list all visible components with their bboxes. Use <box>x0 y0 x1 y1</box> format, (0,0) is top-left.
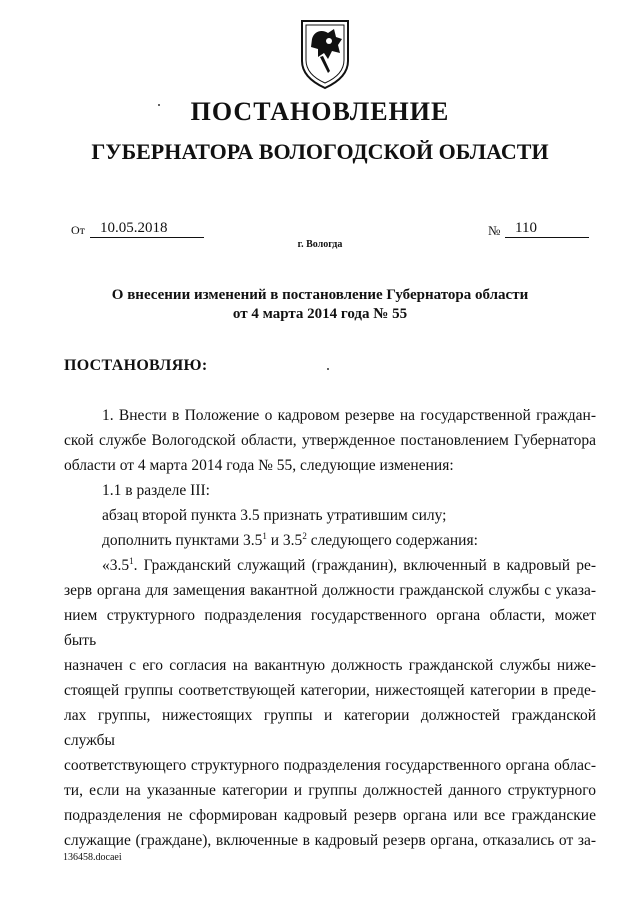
body-line <box>64 553 596 578</box>
subject-line: от 4 марта 2014 года № 55 <box>232 306 408 322</box>
body-line: нием структурного подразделения государственного органа области, может быть <box>64 607 596 649</box>
text-span: . Гражданский служащий (гражданин), включенный в кадровый ре- <box>133 557 596 574</box>
body-line: соответствующего структурного подразделения государственного органа облас- <box>64 757 596 774</box>
body-line: 1. Внести в Положение о кадровом резерве на государственной граждан- <box>102 407 596 424</box>
city: г. Вологда <box>297 239 343 250</box>
document-title: ПОСТАНОВЛЕНИЕ <box>190 97 450 126</box>
date-prefix: От <box>71 223 85 237</box>
body-line: служащие (граждане), включенные в кадровый резерв органа, отказались от за- <box>64 832 596 849</box>
text-span: «3.5 <box>102 557 130 574</box>
body-line: ти, если на указанные категории и группы должностей данного структурного <box>64 782 596 799</box>
scan-speck <box>327 368 329 370</box>
body-line: ской службе Вологодской области, утвержденное постановлением Губернатора <box>64 432 596 449</box>
scan-speck <box>158 104 160 106</box>
body-line: подразделения не сформирован кадровый резерв органа или все гражданские <box>64 807 596 824</box>
superscript: 2 <box>302 531 307 541</box>
body-line: лах группы, нижестоящих группы и категории должностей гражданской службы <box>64 707 596 749</box>
text-span: и 3.5 <box>266 532 303 549</box>
document-authority: ГУБЕРНАТОРА ВОЛОГОДСКОЙ ОБЛАСТИ <box>91 139 549 164</box>
superscript: 1 <box>262 531 267 541</box>
number-label: № <box>488 223 501 238</box>
subject-line: О внесении изменений в постановление Губернатора области <box>111 287 529 303</box>
body-line: стоящей группы соответствующей категории, нижестоящей категории в преде- <box>64 682 596 699</box>
document-number: 110 <box>505 219 589 238</box>
body-line: области от 4 марта 2014 года № 55, следующие изменения: <box>64 457 454 474</box>
text-span: дополнить пунктами 3.5 <box>102 532 263 549</box>
body-line: абзац второй пункта 3.5 признать утратившим силу; <box>102 507 447 524</box>
superscript: 1 <box>129 556 134 566</box>
body-line: назначен с его согласия на вакантную должность гражданской службы ниже- <box>64 657 596 674</box>
coat-of-arms-icon <box>298 17 352 91</box>
body-line: зерв органа для замещения вакантной должности гражданской службы с указа- <box>64 582 596 599</box>
document-body <box>64 403 596 853</box>
body-line <box>64 528 596 553</box>
decree-heading: ПОСТАНОВЛЯЮ: <box>64 357 208 374</box>
document-date: 10.05.2018 <box>90 219 204 238</box>
document-subject <box>0 286 640 324</box>
text-span: следующего содержания: <box>306 532 478 549</box>
document-id: 136458.docaei <box>63 852 122 863</box>
body-line: 1.1 в разделе III: <box>102 482 210 499</box>
